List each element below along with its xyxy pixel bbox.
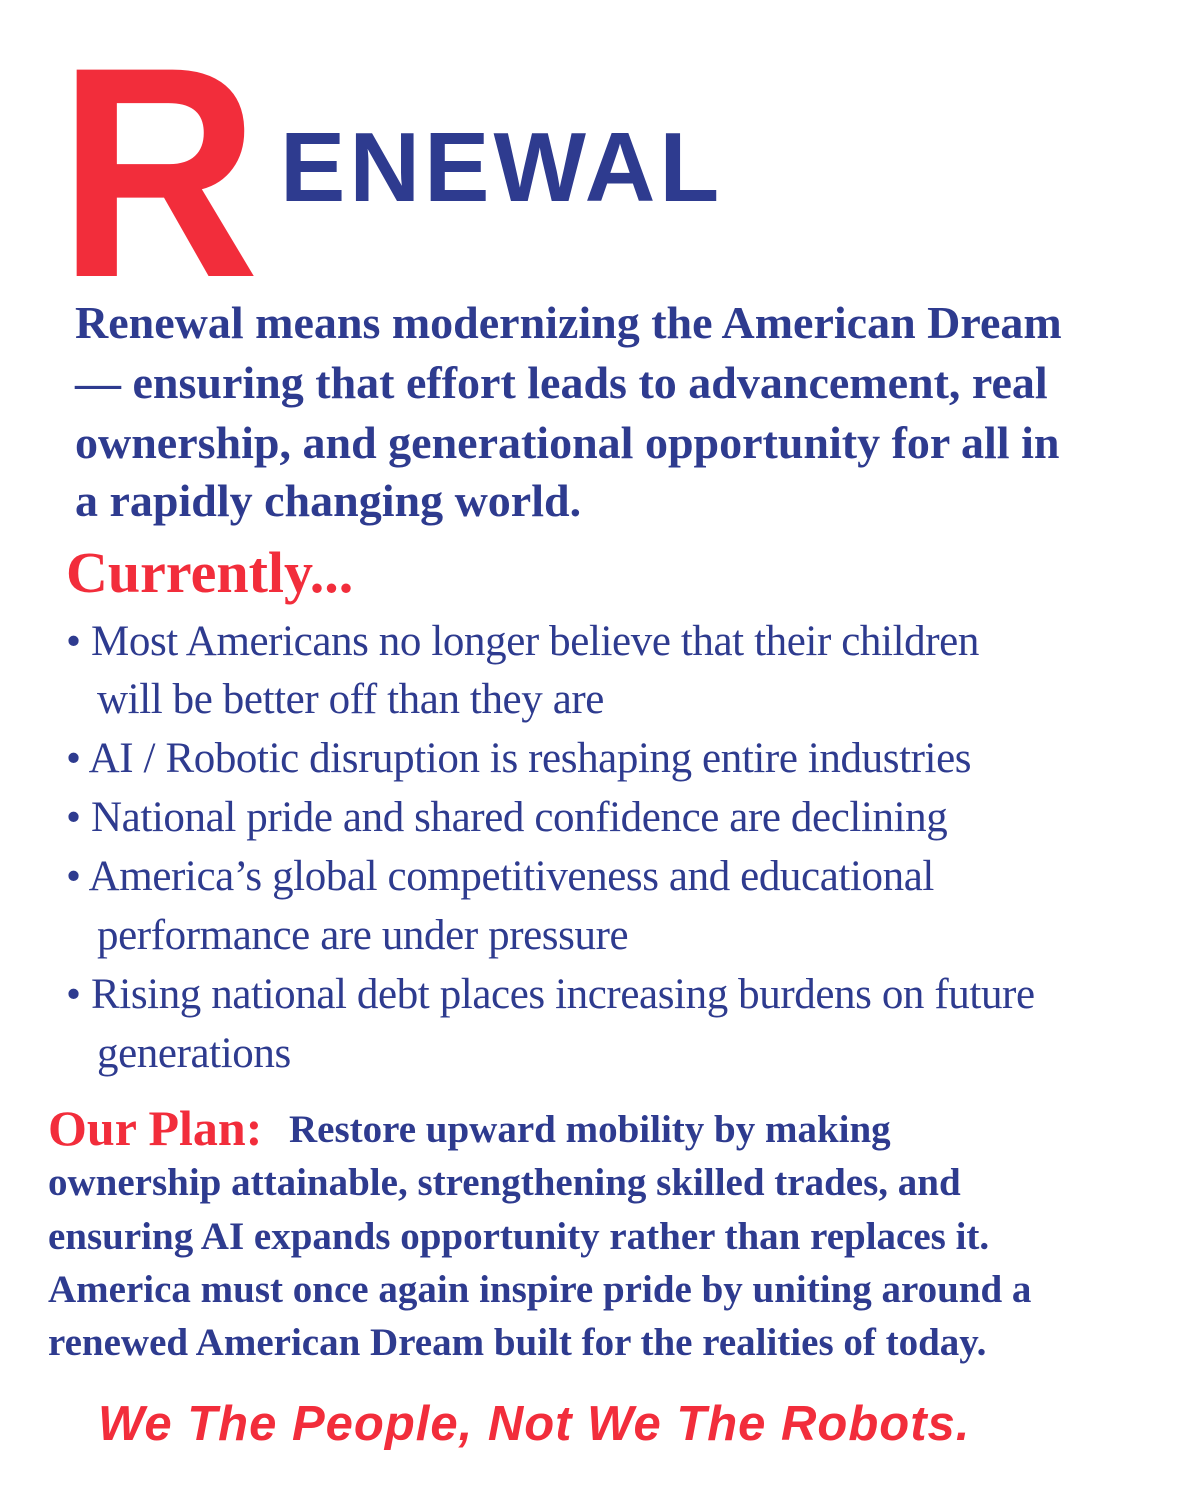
bullet-line: • National pride and shared confidence are declining bbox=[66, 794, 948, 841]
bullet-line: • Rising national debt places increasing burdens on future bbox=[66, 971, 1035, 1018]
plan-line: renewed American Dream built for the realities of today. bbox=[48, 1321, 987, 1364]
intro-line: ownership, and generational opportunity for all in bbox=[75, 417, 1060, 468]
currently-heading: Currently... bbox=[66, 540, 354, 605]
bullet-line: will be better off than they are bbox=[97, 676, 604, 723]
plan-line: ownership attainable, strengthening skilled trades, and bbox=[48, 1161, 961, 1204]
intro-line: Renewal means modernizing the American Dream bbox=[75, 297, 1062, 348]
plan-line: ensuring AI expands opportunity rather than replaces it. bbox=[48, 1215, 990, 1258]
tagline: We The People, Not We The Robots. bbox=[98, 1397, 971, 1451]
bullet-line: • Most Americans no longer believe that their children bbox=[66, 618, 979, 665]
bullet-line: performance are under pressure bbox=[97, 912, 629, 959]
plan-heading: Our Plan: bbox=[48, 1100, 263, 1156]
plan-line: Restore upward mobility by making bbox=[289, 1108, 891, 1151]
bullet-line: • America’s global competitiveness and educational bbox=[66, 853, 934, 900]
title-rest: ENEWAL bbox=[280, 112, 724, 222]
intro-line: a rapidly changing world. bbox=[75, 475, 582, 526]
intro-line: — ensuring that effort leads to advancement, real bbox=[75, 357, 1048, 408]
bullet-line: generations bbox=[97, 1030, 291, 1077]
title-initial-r: R bbox=[58, 4, 260, 340]
bullet-line: • AI / Robotic disruption is reshaping entire industries bbox=[66, 735, 972, 782]
plan-line: America must once again inspire pride by uniting around a bbox=[48, 1268, 1032, 1311]
